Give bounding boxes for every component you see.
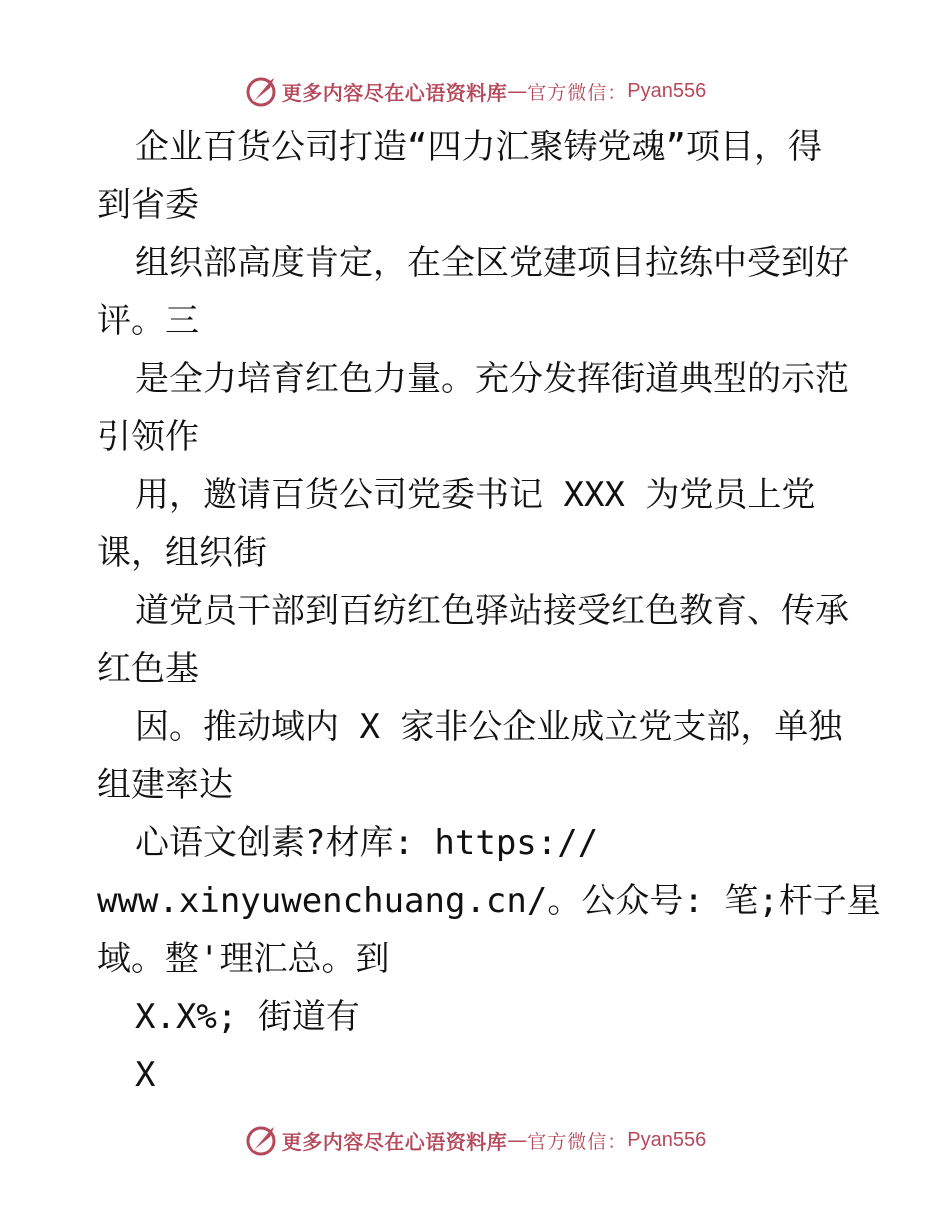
banner-wechat-id: Pyan556 [627, 79, 707, 102]
paragraph [97, 698, 897, 814]
text-line: 到省委 [97, 185, 199, 225]
document-body [97, 118, 897, 1104]
text-line: 心语文创素?材库: https:// [135, 823, 599, 863]
header-watermark-banner [0, 71, 950, 111]
text-line: 是全力培育红色力量。充分发挥街道典型的示范 [135, 359, 849, 399]
text-line: 道党员干部到百纺红色驿站接受红色教育、传承 [135, 591, 849, 631]
quill-pen-logo-icon [244, 74, 278, 108]
banner-dash: — [507, 1128, 528, 1152]
text-line: X.X%; 街道有 [135, 997, 360, 1037]
text-line: 课，组织街 [97, 533, 267, 573]
paragraph [97, 466, 897, 582]
paragraph [97, 350, 897, 466]
text-line: 用，邀请百货公司党委书记 XXX 为党员上党 [135, 475, 816, 515]
text-line: 企业百货公司打造“四力汇聚铸党魂”项目，得 [135, 127, 822, 167]
text-line: 组建率达 [97, 765, 233, 805]
footer-watermark-banner [0, 1120, 950, 1160]
text-line: X [135, 1055, 156, 1095]
banner-dash: — [507, 79, 528, 103]
paragraph [97, 234, 897, 350]
banner-title: 更多内容尽在心语资料库 [281, 80, 508, 105]
text-line: 因。推动域内 X 家非公企业成立党支部，单独 [135, 707, 843, 747]
paragraph [97, 988, 897, 1046]
paragraph [97, 1046, 897, 1104]
banner-official-label: 官方微信： [527, 81, 628, 104]
paragraph [97, 582, 897, 698]
quill-pen-logo-icon [244, 1123, 278, 1157]
paragraph [97, 814, 897, 988]
text-line: 红色基 [97, 649, 199, 689]
banner-wechat-id: Pyan556 [627, 1128, 707, 1151]
paragraph [97, 118, 897, 234]
text-line: 评。三 [97, 301, 199, 341]
text-line: 引领作 [97, 417, 199, 457]
banner-title: 更多内容尽在心语资料库 [281, 1129, 508, 1154]
text-line: 组织部高度肯定，在全区党建项目拉练中受到好 [135, 243, 849, 283]
text-line: 域。整'理汇总。到 [97, 939, 390, 979]
text-line: www.xinyuwenchuang.cn/。公众号: 笔;杆子星 [97, 881, 881, 921]
banner-official-label: 官方微信： [527, 1130, 628, 1153]
